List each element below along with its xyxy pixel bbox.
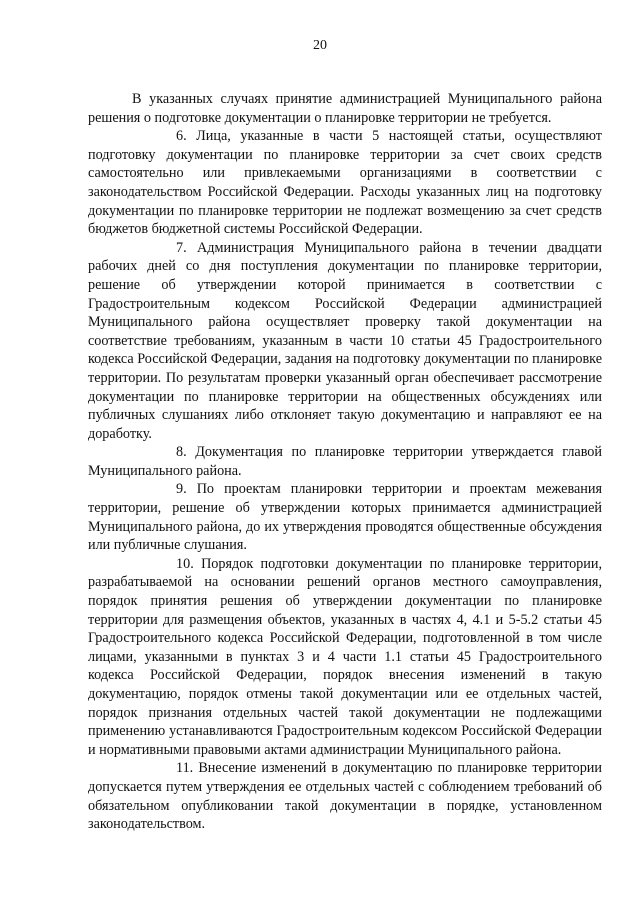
paragraph-text: Порядок подготовки документации по планировке территории, разрабатываемой на основании решений органов местного самоуправления, порядок принятия решения об утверждении документации по планировке территории для размещения объектов, указанных в частях 4, 4.1 и 5-5.2 статьи 45 Градостроительного кодекса Российской Федерации, подготовленной в том числе лицами, указанными в пунктах 3 и 4 части 1.1 статьи 45 Градостроительного кодекса Российской Федерации, порядок внесения изменений в такую документацию, порядок отмены такой документации или ее отдельных частей, порядок признания отдельных частей такой документации не подлежащими применению устанавливаются Градостроительным кодексом Российской Федерации и нормативными правовыми актами администрации Муниципального района. [88,555,602,758]
paragraph-text: В указанных случаях принятие администрацией Муниципального района решения о подготовке документации о планировке территории не требуется. [88,91,602,126]
paragraph-number: 9. [176,481,187,498]
paragraph-text: Администрация Муниципального района в течении двадцати рабочих дней со дня поступления документации по планировке территории, решение об утверждении которой принимается в соответствии с Градостроительным кодексом Российской Федерации администрацией Муниципального района осуществляет проверку такой документации на соответствие требованиям, указанным в части 10 статьи 45 Градостроительного кодекса Российской Федерации, задания на подготовку документации по планировке территории. По результатам проверки указанный орган обеспечивает рассмотрение документации по планировке территории на общественных обсуждениях или публичных слушаниях либо отклоняет такую документацию и направляют ее на доработку. [88,239,602,442]
paragraph-text: Документация по планировке территории утверждается главой Муниципального района. [88,444,602,479]
paragraph-number: 7. [176,239,187,256]
page-number: 20 [313,38,327,53]
paragraph-intro [88,90,602,127]
paragraph-number: 10. [176,555,194,572]
paragraph-7 [88,239,602,444]
paragraph-text: По проектам планировки территории и проектам межевания территории, решение об утверждении которых принимается администрацией Муниципального района, до их утверждения проводятся общественные обсуждения или публичные слушания. [88,481,602,554]
document-body [88,90,602,834]
paragraph-8 [88,443,602,480]
paragraph-11 [88,759,602,833]
paragraph-text: Лица, указанные в части 5 настоящей статьи, осуществляют подготовку документации по планировке территории за счет своих средств самостоятельно или привлекаемыми организациями в соответствии с законодательством Российской Федерации. Расходы указанных лиц на подготовку документации по планировке территории не подлежат возмещению за счет средств бюджетов бюджетной системы Российской Федерации. [88,128,602,238]
paragraph-number: 11. [176,760,194,777]
paragraph-number: 8. [176,444,187,461]
paragraph-number: 6. [176,128,187,145]
paragraph-6 [88,127,602,239]
paragraph-9 [88,480,602,554]
paragraph-10 [88,555,602,760]
paragraph-text: Внесение изменений в документацию по планировке территории допускается путем утверждения ее отдельных частей с соблюдением требований об обязательном опубликовании такой документации в порядке, установленном законодательством. [88,760,602,833]
